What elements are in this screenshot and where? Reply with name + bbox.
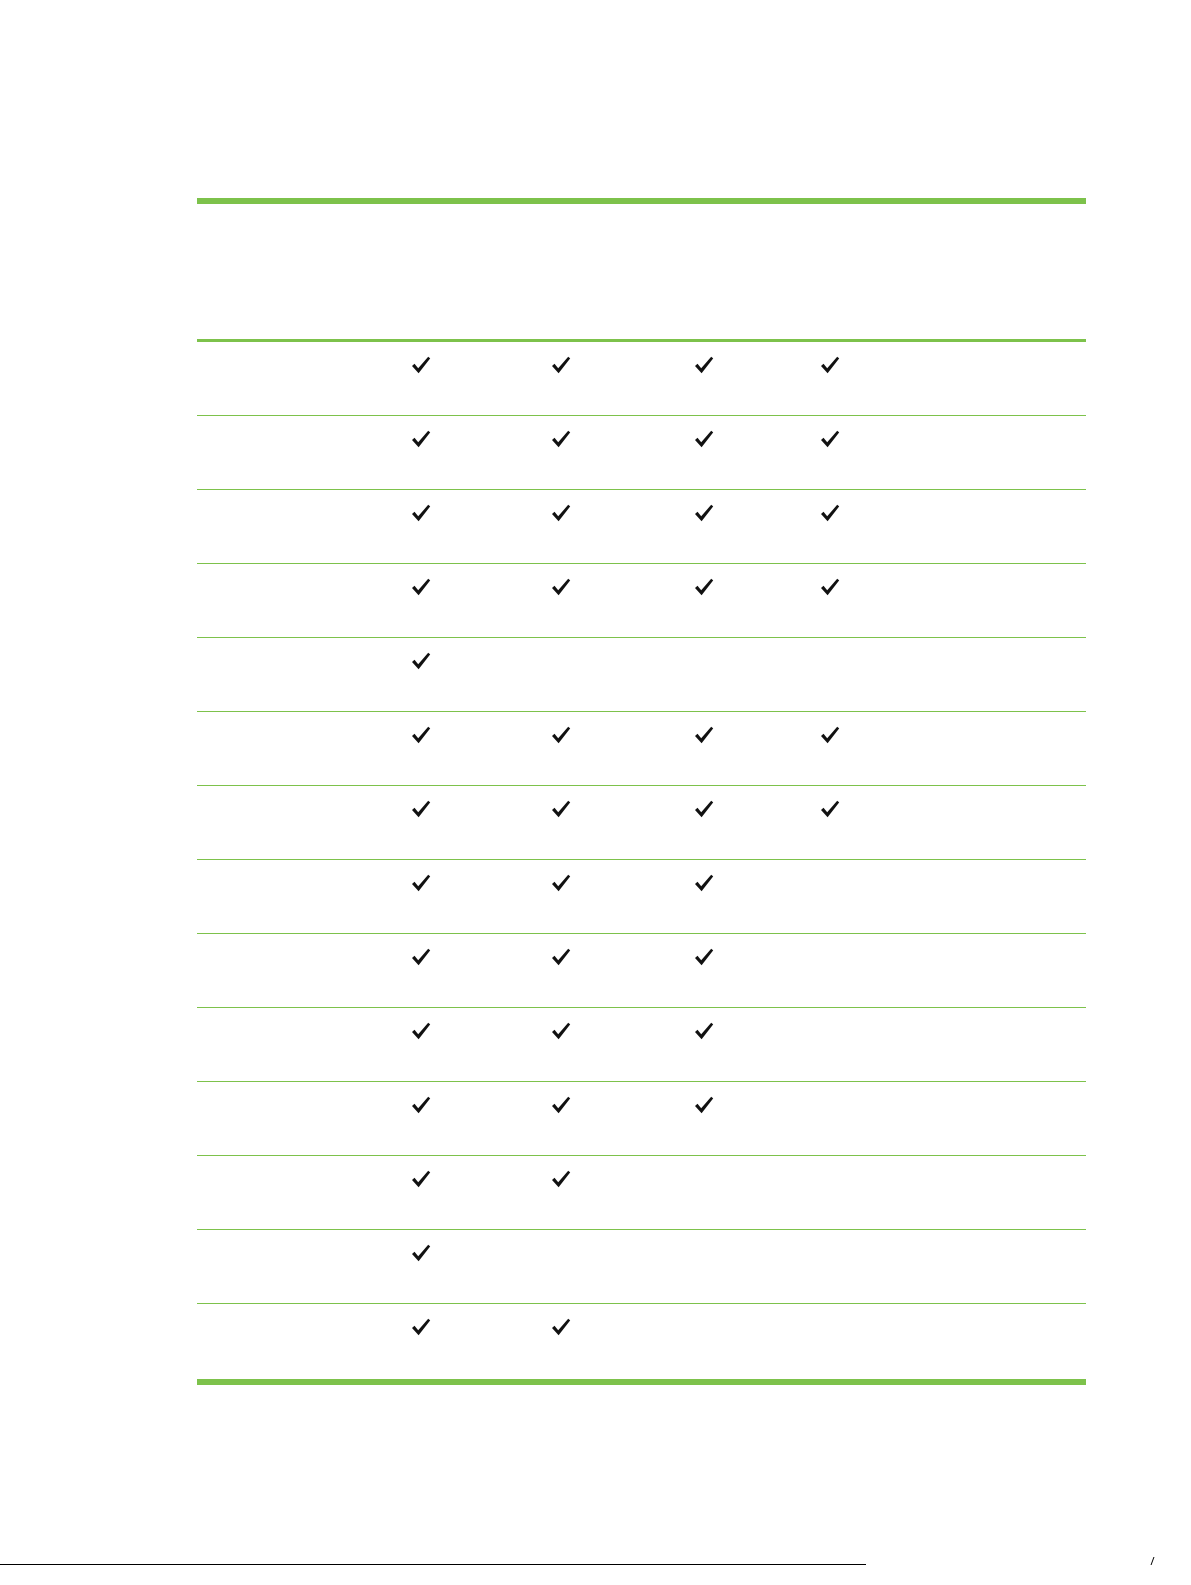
checkmark-icon	[820, 356, 840, 374]
table-row	[197, 786, 1086, 860]
checkmark-icon	[411, 430, 431, 448]
table-row	[197, 490, 1086, 564]
checkmark-icon	[694, 800, 714, 818]
column-divider	[813, 712, 814, 785]
checkmark-icon	[411, 800, 431, 818]
column-divider	[813, 786, 814, 859]
checkmark-icon	[551, 948, 571, 966]
checkmark-icon	[820, 726, 840, 744]
checkmark-icon	[820, 430, 840, 448]
table-row	[197, 416, 1086, 490]
column-divider	[813, 1008, 814, 1081]
checkmark-icon	[411, 504, 431, 522]
column-divider	[813, 934, 814, 1007]
checkmark-icon	[694, 1022, 714, 1040]
checkmark-icon	[551, 1318, 571, 1336]
checkmark-icon	[551, 430, 571, 448]
checkmark-icon	[551, 1022, 571, 1040]
checkmark-icon	[694, 726, 714, 744]
checkmark-icon	[551, 726, 571, 744]
table-row	[197, 638, 1086, 712]
checkmark-icon	[551, 504, 571, 522]
column-divider	[813, 1082, 814, 1155]
checkmark-icon	[820, 578, 840, 596]
table-bottom-rule	[197, 1379, 1086, 1385]
checkmark-icon	[694, 356, 714, 374]
checkmark-icon	[411, 874, 431, 892]
column-divider	[813, 638, 814, 711]
checkmark-icon	[551, 356, 571, 374]
checkmark-icon	[411, 578, 431, 596]
column-divider	[813, 860, 814, 933]
feature-support-table	[197, 342, 1086, 1378]
table-row	[197, 1008, 1086, 1082]
table-row	[197, 1304, 1086, 1378]
checkmark-icon	[694, 578, 714, 596]
table-row	[197, 712, 1086, 786]
checkmark-icon	[694, 430, 714, 448]
column-divider	[813, 416, 814, 489]
checkmark-icon	[411, 726, 431, 744]
column-divider	[813, 1304, 814, 1378]
table-row	[197, 342, 1086, 416]
table-row	[197, 1082, 1086, 1156]
checkmark-icon	[411, 1096, 431, 1114]
table-row	[197, 564, 1086, 638]
column-divider	[813, 342, 814, 415]
checkmark-icon	[694, 504, 714, 522]
column-divider	[813, 490, 814, 563]
checkmark-icon	[411, 652, 431, 670]
table-row	[197, 860, 1086, 934]
table-row	[197, 1230, 1086, 1304]
column-divider	[813, 1156, 814, 1229]
checkmark-icon	[551, 874, 571, 892]
checkmark-icon	[694, 874, 714, 892]
checkmark-icon	[820, 504, 840, 522]
checkmark-icon	[411, 1022, 431, 1040]
checkmark-icon	[411, 948, 431, 966]
checkmark-icon	[411, 356, 431, 374]
table-row	[197, 1156, 1086, 1230]
checkmark-icon	[551, 1170, 571, 1188]
footer-rule	[0, 1564, 866, 1565]
table-row	[197, 934, 1086, 1008]
checkmark-icon	[820, 800, 840, 818]
checkmark-icon	[411, 1170, 431, 1188]
checkmark-icon	[694, 1096, 714, 1114]
checkmark-icon	[551, 800, 571, 818]
checkmark-icon	[411, 1244, 431, 1262]
checkmark-icon	[551, 578, 571, 596]
column-divider	[813, 1230, 814, 1303]
column-divider	[813, 564, 814, 637]
footer-mark	[1151, 1557, 1155, 1565]
table-top-rule	[197, 198, 1086, 204]
checkmark-icon	[411, 1318, 431, 1336]
checkmark-icon	[694, 948, 714, 966]
checkmark-icon	[551, 1096, 571, 1114]
